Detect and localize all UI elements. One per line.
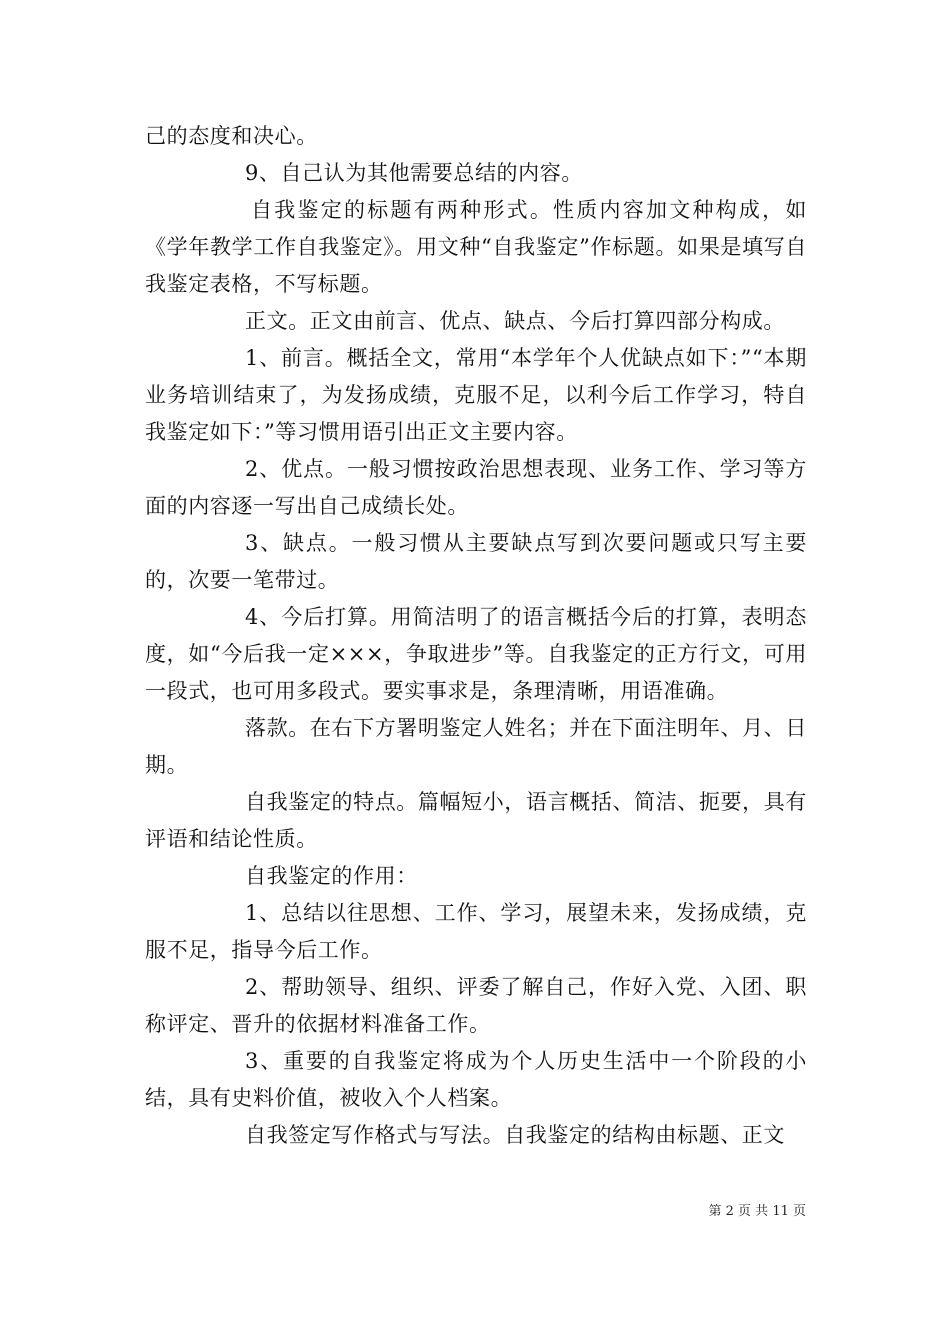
paragraph-format-intro: 自我签定写作格式与写法。自我鉴定的结构由标题、正文 xyxy=(245,1123,785,1147)
paragraph-features: 自我鉴定的特点。篇幅短小，语言概括、简洁、扼要，具有评语和结论性质。 xyxy=(145,790,807,851)
paragraph-title-forms: 自我鉴定的标题有两种形式。性质内容加文种构成，如《学年教学工作自我鉴定》。用文种“自我鉴定”作标题。如果是填写自我鉴定表格，不写标题。 xyxy=(145,198,807,296)
paragraph-weaknesses: 3、缺点。一般习惯从主要缺点写到次要问题或只写主要的，次要一笔带过。 xyxy=(145,531,807,592)
page-indicator: 第 2 页 共 11 页 xyxy=(708,1204,806,1219)
paragraph-item-9: 9、自己认为其他需要总结的内容。 xyxy=(245,161,583,185)
paragraph-continuation: 己的态度和决心。 xyxy=(145,124,318,148)
paragraph-strengths: 2、优点。一般习惯按政治思想表现、业务工作、学习等方面的内容逐一写出自己成绩长处。 xyxy=(145,457,807,518)
document-body xyxy=(145,118,807,1154)
paragraph-signature: 落款。在右下方署明鉴定人姓名；并在下面注明年、月、日期。 xyxy=(145,716,807,777)
paragraph-future-plans: 4、今后打算。用简洁明了的语言概括今后的打算，表明态度，如“今后我一定×××，争取进步”等。自我鉴定的正方行文，可用一段式，也可用多段式。要实事求是，条理清晰，用语准确。 xyxy=(145,605,807,703)
paragraph-function-1: 1、总结以往思想、工作、学习，展望未来，发扬成绩，克服不足，指导今后工作。 xyxy=(145,901,807,962)
paragraph-preface: 1、前言。概括全文，常用“本学年个人优缺点如下：”“本期业务培训结束了，为发扬成绩，克服不足，以利今后工作学习，特自我鉴定如下：”等习惯用语引出正文主要内容。 xyxy=(145,346,807,444)
paragraph-body-structure: 正文。正文由前言、优点、缺点、今后打算四部分构成。 xyxy=(245,309,785,333)
paragraph-functions-heading: 自我鉴定的作用： xyxy=(245,864,418,888)
paragraph-function-2: 2、帮助领导、组织、评委了解自己，作好入党、入团、职称评定、晋升的依据材料准备工作。 xyxy=(145,975,807,1036)
paragraph-function-3: 3、重要的自我鉴定将成为个人历史生活中一个阶段的小结，具有史料价值，被收入个人档案。 xyxy=(145,1049,807,1110)
